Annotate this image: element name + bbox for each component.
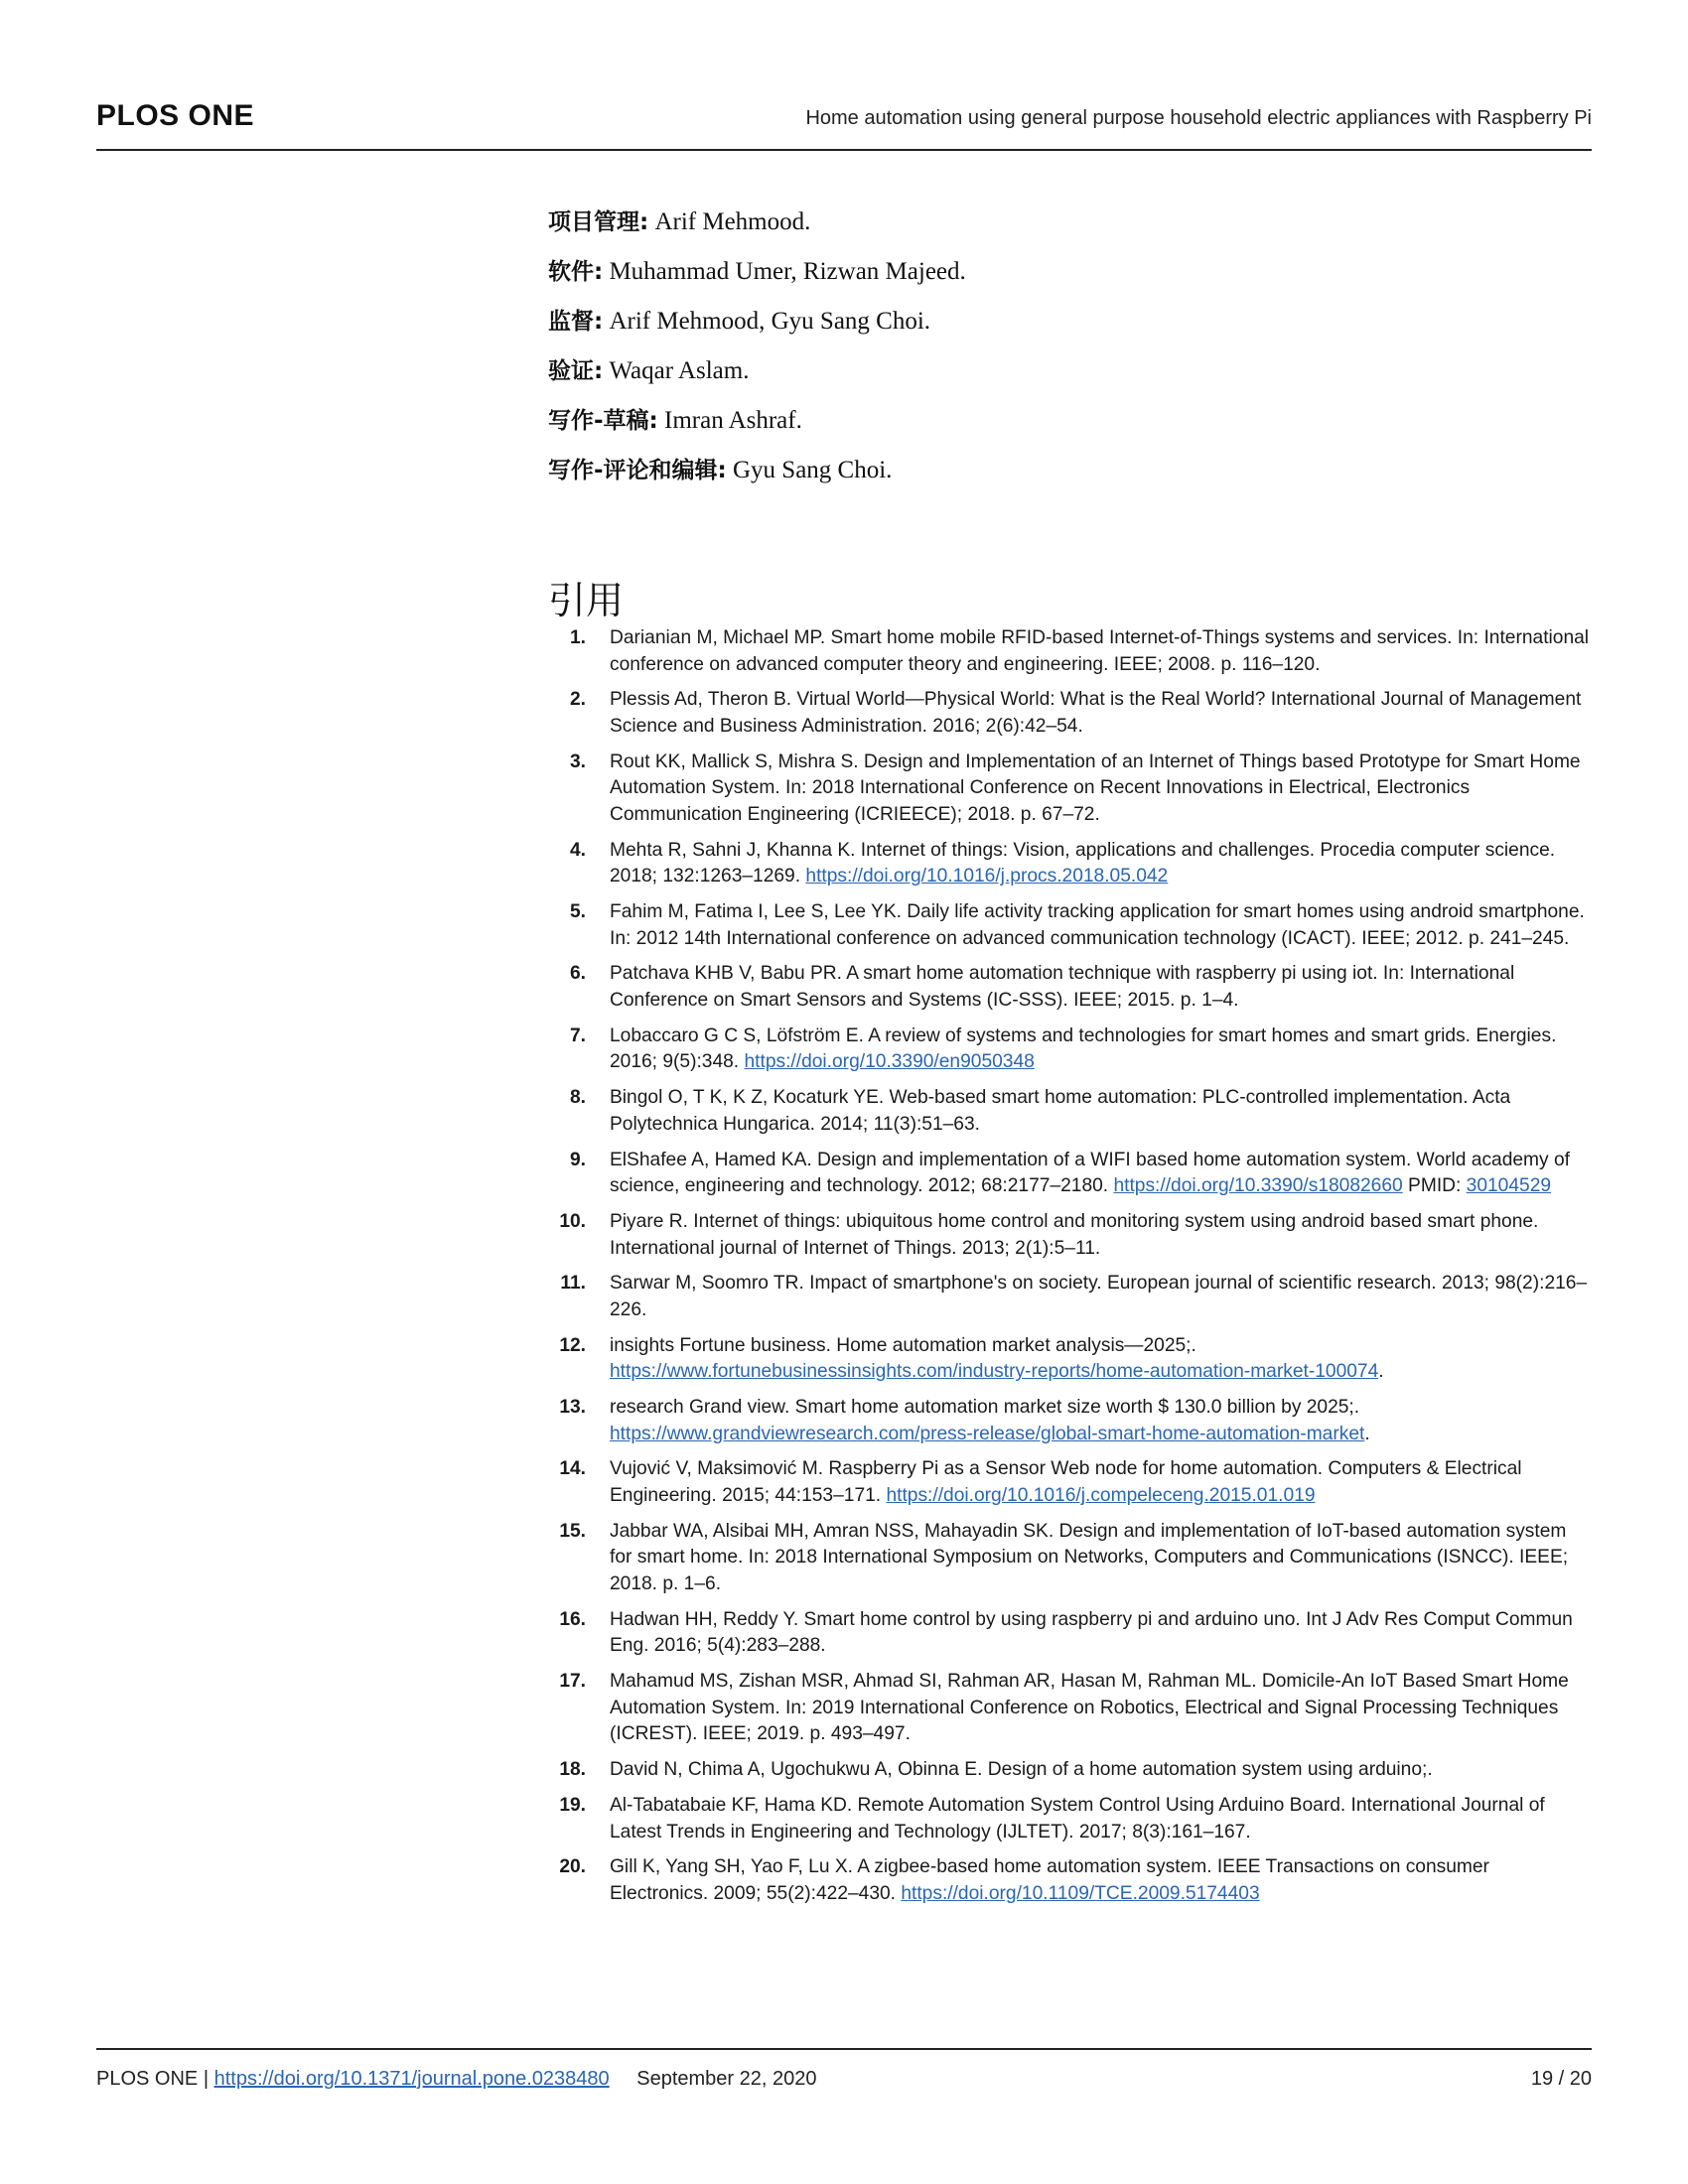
reference-item [548, 1854, 1591, 1907]
contribution-row [548, 451, 1591, 500]
reference-number: 2. [569, 689, 586, 711]
reference-text: research Grand view. Smart home automation market size worth $ 130.0 billion by 2025;. [610, 1397, 1360, 1419]
reference-number: 3. [569, 751, 586, 772]
reference-number: 15. [559, 1520, 586, 1542]
reference-item [548, 1793, 1591, 1845]
reference-text: Sarwar M, Soomro TR. Impact of smartphone's on society. European journal of scientific research. 2013; 98(2):216–226. [610, 1273, 1588, 1320]
footer-journal: PLOS ONE | [96, 2068, 214, 2090]
reference-body [610, 1669, 1591, 1748]
reference-item [548, 750, 1591, 829]
reference-body [610, 1456, 1591, 1509]
reference-text: Patchava KHB V, Babu PR. A smart home automation technique with raspberry pi using iot. In: International Conference on Smart Sensors and Systems (IC-SSS). IEEE; 2015. p. 1–4. [610, 963, 1515, 1012]
reference-body [610, 961, 1591, 1014]
reference-item [548, 687, 1591, 740]
reference-body [610, 1854, 1591, 1907]
reference-suffix: . [1378, 1361, 1384, 1383]
contribution-role: 项目管理: [548, 209, 649, 235]
reference-item [548, 1519, 1591, 1598]
contribution-names: Muhammad Umer, Rizwan Majeed. [609, 258, 966, 285]
reference-body [610, 1209, 1591, 1262]
reference-pmid-link[interactable]: 30104529 [1466, 1175, 1552, 1197]
reference-number: 1. [569, 627, 586, 648]
reference-body [610, 1607, 1591, 1660]
journal-logo: PLOS ONE [96, 99, 255, 132]
reference-body [610, 838, 1591, 890]
reference-item [548, 625, 1591, 678]
reference-body [610, 1085, 1591, 1138]
reference-text: Bingol O, T K, K Z, Kocaturk YE. Web-based smart home automation: PLC-controlled implementation. Acta Polytechnica Hungarica. 2014; 11(3):51–63. [610, 1087, 1511, 1135]
page-footer [96, 2048, 1592, 2091]
reference-body [610, 625, 1591, 678]
reference-number: 13. [559, 1397, 586, 1419]
page-header [96, 97, 1592, 151]
reference-item [548, 1456, 1591, 1509]
reference-text: Mahamud MS, Zishan MSR, Ahmad SI, Rahman AR, Hasan M, Rahman ML. Domicile-An IoT Based Smart Home Automation System. In: 2019 International Conference on Robotics, Electrical and Signal Processing Techniques (ICREST). IEEE; 2019. p. 493–497. [610, 1671, 1569, 1745]
reference-item [548, 1607, 1591, 1660]
contribution-role: 写作-草稿: [548, 408, 658, 434]
reference-body [610, 1395, 1591, 1447]
reference-doi-link[interactable]: https://doi.org/10.3390/en9050348 [744, 1051, 1035, 1073]
reference-number: 11. [560, 1273, 586, 1295]
reference-body [610, 1024, 1591, 1076]
contribution-row [548, 203, 1591, 252]
reference-number: 9. [569, 1149, 586, 1170]
reference-number: 17. [559, 1671, 586, 1693]
reference-text: Mehta R, Sahni J, Khanna K. Internet of things: Vision, applications and challenges. Procedia computer science. 2018; 132:1263–1269. [610, 839, 1556, 887]
page-number: 19 / 20 [1530, 2068, 1592, 2090]
reference-item [548, 838, 1591, 890]
reference-number: 5. [569, 901, 586, 923]
references-list [548, 625, 1591, 1917]
reference-number: 10. [559, 1210, 586, 1232]
reference-text: Jabbar WA, Alsibai MH, Amran NSS, Mahayadin SK. Design and implementation of IoT-based automation system for smart home. In: 2018 International Symposium on Networks, Computers and Communications (ISNCC). IEEE; 2018. p. 1–6. [610, 1520, 1569, 1595]
contribution-row [548, 351, 1591, 401]
reference-body [610, 750, 1591, 829]
reference-number: 7. [569, 1024, 586, 1046]
reference-doi-link[interactable]: https://doi.org/10.1016/j.procs.2018.05.042 [805, 866, 1169, 887]
reference-text: Piyare R. Internet of things: ubiquitous home control and monitoring system using android based smart phone. International journal of Internet of Things. 2013; 2(1):5–11. [610, 1210, 1539, 1259]
reference-item [548, 1024, 1591, 1076]
contribution-role: 软件: [548, 259, 604, 285]
reference-number: 14. [559, 1458, 586, 1480]
reference-number: 4. [569, 839, 586, 861]
contribution-row [548, 302, 1591, 351]
contribution-names: Gyu Sang Choi. [733, 457, 893, 483]
reference-doi-link[interactable]: https://doi.org/10.3390/s18082660 [1113, 1175, 1403, 1197]
reference-body [610, 1271, 1591, 1323]
reference-suffix: . [1364, 1423, 1370, 1444]
reference-text: Hadwan HH, Reddy Y. Smart home control by using raspberry pi and arduino uno. Int J Adv Res Comput Commun Eng. 2016; 5(4):283–288. [610, 1608, 1573, 1657]
reference-item [548, 1148, 1591, 1200]
reference-item [548, 1209, 1591, 1262]
reference-text: ElShafee A, Hamed KA. Design and implementation of a WIFI based home automation system. World academy of science, engineering and technology. 2012; 68:2177–2180. [610, 1149, 1570, 1197]
contribution-names: Imran Ashraf. [664, 407, 802, 434]
reference-body [610, 899, 1591, 952]
reference-text: Rout KK, Mallick S, Mishra S. Design and Implementation of an Internet of Things based Prototype for Smart Home Automation System. In: 2018 International Conference on Recent Innovations in Electrical, Electronics Communication Engineering (ICRIEECE); 2018. p. 67–72. [610, 751, 1581, 825]
reference-item [548, 1085, 1591, 1138]
reference-text: Plessis Ad, Theron B. Virtual World—Physical World: What is the Real World? International Journal of Management Science and Business Administration. 2016; 2(6):42–54. [610, 689, 1582, 737]
reference-item [548, 1333, 1591, 1386]
reference-text: David N, Chima A, Ugochukwu A, Obinna E. Design of a home automation system using arduino;. [610, 1759, 1433, 1781]
reference-text: Vujović V, Maksimović M. Raspberry Pi as a Sensor Web node for home automation. Computers & Electrical Engineering. 2015; 44:153–171. [610, 1458, 1522, 1507]
reference-number: 16. [559, 1608, 586, 1630]
reference-body [610, 1148, 1591, 1200]
contribution-names: Waqar Aslam. [609, 357, 750, 384]
reference-body [610, 1757, 1591, 1784]
reference-text: insights Fortune business. Home automation market analysis—2025;. [610, 1334, 1196, 1356]
reference-item [548, 1757, 1591, 1784]
references-heading: 引用 [548, 579, 625, 622]
reference-number: 6. [569, 963, 586, 985]
reference-body [610, 1793, 1591, 1845]
reference-item [548, 1395, 1591, 1447]
contribution-row [548, 401, 1591, 451]
reference-text: Al-Tabatabaie KF, Hama KD. Remote Automation System Control Using Arduino Board. International Journal of Latest Trends in Engineering and Technology (IJLTET). 2017; 8(3):161–167. [610, 1794, 1545, 1843]
reference-suffix: PMID: [1402, 1175, 1467, 1197]
reference-text: Darianian M, Michael MP. Smart home mobile RFID-based Internet-of-Things systems and services. In: International conference on advanced computer theory and engineering. IEEE; 2008. p. 116–120. [610, 627, 1590, 675]
reference-item [548, 1669, 1591, 1748]
contribution-row [548, 252, 1591, 302]
reference-body [610, 687, 1591, 740]
reference-number: 18. [559, 1759, 586, 1781]
reference-body [610, 1333, 1591, 1386]
reference-number: 20. [559, 1856, 586, 1878]
footer-doi-link[interactable]: https://doi.org/10.1371/journal.pone.0238480 [213, 2068, 610, 2090]
reference-number: 8. [569, 1087, 586, 1109]
reference-doi-link[interactable]: https://doi.org/10.1109/TCE.2009.5174403 [901, 1882, 1260, 1904]
reference-doi-link[interactable]: https://www.fortunebusinessinsights.com/industry-reports/home-automation-market-100074 [610, 1361, 1379, 1383]
contribution-names: Arif Mehmood, Gyu Sang Choi. [609, 308, 931, 335]
contribution-role: 监督: [548, 309, 604, 335]
reference-doi-link[interactable]: https://doi.org/10.1016/j.compeleceng.2015.01.019 [886, 1485, 1316, 1507]
footer-date: September 22, 2020 [636, 2068, 817, 2090]
reference-number: 19. [559, 1794, 586, 1816]
reference-doi-link[interactable]: https://www.grandviewresearch.com/press-release/global-smart-home-automation-market [610, 1423, 1365, 1444]
reference-body [610, 1519, 1591, 1598]
reference-item [548, 899, 1591, 952]
contribution-role: 写作-评论和编辑: [548, 458, 727, 483]
author-contributions [548, 203, 1591, 500]
reference-text: Gill K, Yang SH, Yao F, Lu X. A zigbee-based home automation system. IEEE Transactions on consumer Electronics. 2009; 55(2):422–430. [610, 1856, 1489, 1904]
reference-item [548, 961, 1591, 1014]
contribution-names: Arif Mehmood. [654, 208, 811, 235]
running-title: Home automation using general purpose household electric appliances with Raspberry Pi [805, 107, 1592, 129]
reference-item [548, 1271, 1591, 1323]
reference-text: Lobaccaro G C S, Löfström E. A review of systems and technologies for smart homes and smart grids. Energies. 2016; 9(5):348. [610, 1024, 1557, 1073]
contribution-role: 验证: [548, 358, 604, 384]
reference-number: 12. [559, 1334, 586, 1356]
reference-text: Fahim M, Fatima I, Lee S, Lee YK. Daily life activity tracking application for smart homes using android smartphone. In: 2012 14th International conference on advanced communication technology (ICACT). IEEE; 2012. p. 241–245. [610, 901, 1585, 949]
